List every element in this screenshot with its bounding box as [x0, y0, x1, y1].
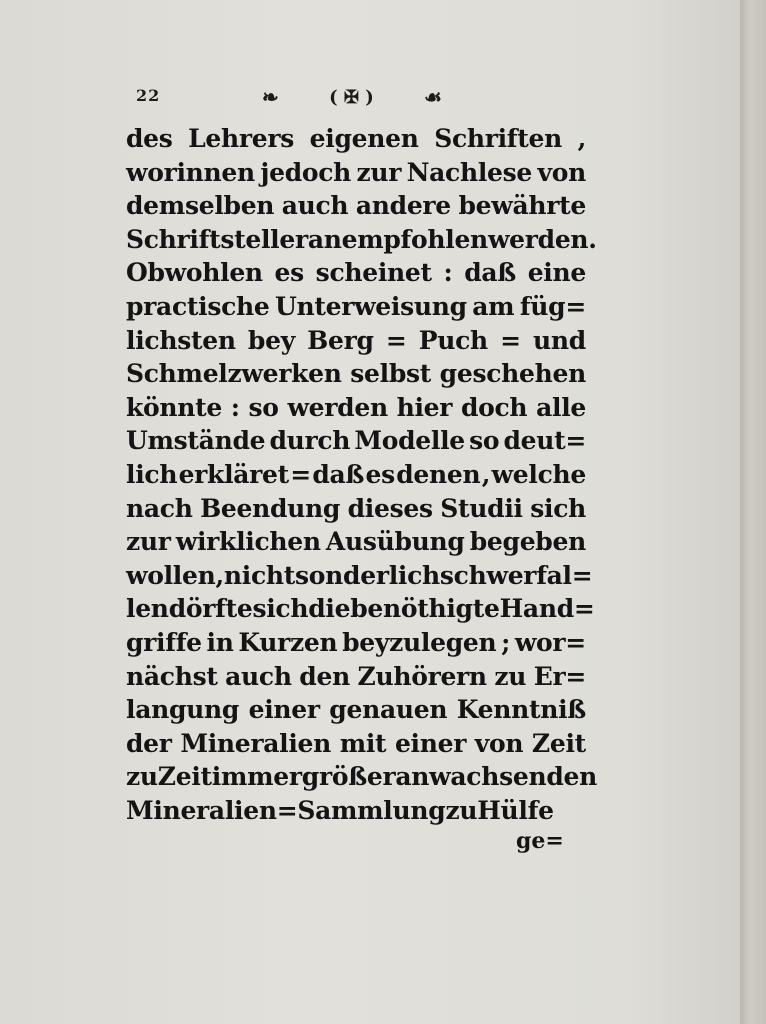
word: werden: [287, 392, 388, 422]
word: griffe: [126, 627, 202, 657]
text-line: [126, 560, 593, 595]
text-line: [126, 359, 586, 393]
word: Berg: [307, 325, 374, 355]
word: sich: [530, 493, 586, 523]
text-line: [126, 460, 586, 494]
word: anempfohlen: [307, 224, 488, 254]
text-line: [126, 326, 586, 360]
word: lich: [126, 459, 178, 489]
text-line: [126, 628, 586, 662]
text-line: [126, 729, 586, 763]
word: =: [290, 459, 311, 489]
word: zur: [126, 527, 171, 557]
word: Zeit: [531, 728, 586, 758]
word: Kenntniß: [456, 695, 586, 725]
word: bewährte: [458, 191, 586, 221]
word: benöthigte: [350, 594, 500, 624]
word: zur: [356, 157, 402, 187]
word: Studii: [440, 493, 523, 523]
word: so: [469, 426, 500, 456]
word: demselben: [126, 191, 275, 221]
right-fleuron: ☙: [424, 85, 442, 109]
word: =: [500, 325, 521, 355]
word: doch: [460, 392, 528, 422]
word: daß: [464, 258, 516, 288]
word: schwer: [439, 560, 537, 590]
word: welche: [491, 459, 586, 489]
word: Zuhörern: [357, 661, 487, 691]
text-line: [126, 594, 595, 628]
word: nicht: [223, 560, 296, 590]
word: :: [443, 258, 453, 288]
text-line: [126, 124, 586, 158]
word: Nachlese: [406, 157, 533, 187]
word: Puch: [418, 325, 488, 355]
word: des: [126, 124, 173, 153]
word: worinnen: [126, 157, 255, 187]
word: und: [533, 325, 586, 355]
word: auch: [225, 661, 292, 691]
word: wollen: [126, 560, 216, 590]
word: wor=: [514, 627, 586, 657]
word: nächst: [126, 661, 218, 691]
word: so: [248, 392, 279, 422]
text-line: [126, 527, 586, 561]
text-line: [126, 258, 586, 292]
word: denen: [396, 459, 481, 489]
word: beyzulegen: [342, 627, 497, 657]
text-line: [126, 158, 586, 192]
text-line: [126, 762, 598, 796]
word: Ausübung: [325, 527, 465, 557]
text-line: [126, 695, 586, 729]
word: Beendung: [200, 493, 341, 523]
word: sich: [252, 594, 309, 624]
word: alle: [536, 392, 586, 422]
word: eine: [527, 258, 586, 288]
word: füg=: [519, 291, 586, 321]
text-line: [126, 191, 586, 225]
word: dieses: [347, 493, 433, 523]
word: Schriften: [434, 124, 562, 153]
word: am: [472, 291, 515, 321]
word: könnte: [126, 392, 223, 422]
word: dörfte: [168, 594, 253, 624]
word: in: [206, 627, 234, 657]
word: bey: [247, 325, 295, 355]
word: ;: [501, 627, 511, 657]
word: wirklichen: [175, 527, 321, 557]
word: Zeit: [157, 762, 212, 792]
header-mark: ( ✠ ): [329, 86, 374, 108]
word: Unterweisung: [274, 291, 467, 321]
word: geschehen: [439, 359, 586, 389]
word: Umstände: [126, 426, 266, 456]
word: Mineralien: [180, 728, 332, 758]
word: eigenen: [309, 124, 419, 153]
word: auch: [281, 191, 349, 221]
word: ,: [577, 124, 586, 153]
word: selbst: [350, 359, 432, 389]
text-line: [126, 426, 586, 460]
word: es: [274, 258, 304, 288]
word: fal=: [536, 560, 593, 590]
text-line: [126, 796, 586, 830]
word: Schriftsteller: [126, 224, 308, 254]
text-line: [126, 494, 586, 528]
word: :: [230, 392, 240, 422]
word: erkläret: [178, 459, 289, 489]
word: Er=: [533, 661, 586, 691]
word: deut=: [503, 426, 586, 456]
word: Mineralien=Sammlung: [126, 795, 446, 825]
word: genauen: [329, 695, 448, 725]
word: durch: [269, 426, 351, 456]
word: ,: [215, 560, 224, 590]
text-line: [126, 393, 586, 427]
word: langung: [126, 695, 240, 725]
word: Schmelzwerken: [126, 359, 342, 389]
word: scheinet: [315, 258, 432, 288]
text-line: [126, 292, 586, 326]
word: werden.: [487, 224, 597, 254]
word: lichsten: [126, 325, 236, 355]
word: =: [385, 325, 407, 355]
text-line: [126, 224, 597, 259]
word: es: [365, 459, 395, 489]
text-line: [126, 662, 586, 696]
word: von: [537, 157, 586, 187]
word: begeben: [469, 527, 586, 557]
word: len: [126, 594, 169, 624]
word: größer: [301, 762, 396, 792]
word: sonderlich: [295, 560, 440, 590]
word: den: [299, 661, 350, 691]
header-ornament: [262, 84, 442, 110]
word: mit: [339, 728, 387, 758]
word: nach: [126, 493, 193, 523]
left-fleuron: ❧: [262, 85, 279, 109]
word: daß: [312, 459, 365, 489]
word: Obwohlen: [126, 258, 263, 288]
word: zu: [494, 661, 527, 691]
word: anwachsenden: [395, 762, 598, 792]
body-text: [126, 124, 598, 829]
book-gutter: [740, 0, 766, 1024]
word: von: [474, 728, 524, 758]
word: die: [308, 594, 351, 624]
word: Kurzen: [238, 627, 338, 657]
page-number: 22: [136, 86, 161, 105]
word: Lehrers: [188, 124, 295, 153]
word: hier: [396, 392, 453, 422]
catchword: ge=: [516, 828, 564, 854]
word: zu: [445, 795, 478, 825]
word: einer: [394, 728, 467, 758]
word: jedoch: [260, 157, 352, 187]
word: Modelle: [354, 426, 465, 456]
word: der: [126, 728, 172, 758]
word: einer: [248, 695, 320, 725]
word: Hülfe: [477, 795, 554, 825]
word: ,: [481, 459, 491, 489]
word: zu: [126, 762, 158, 792]
word: immer: [211, 762, 302, 792]
word: Hand=: [499, 594, 595, 624]
word: practische: [126, 291, 270, 321]
word: andere: [355, 191, 451, 221]
